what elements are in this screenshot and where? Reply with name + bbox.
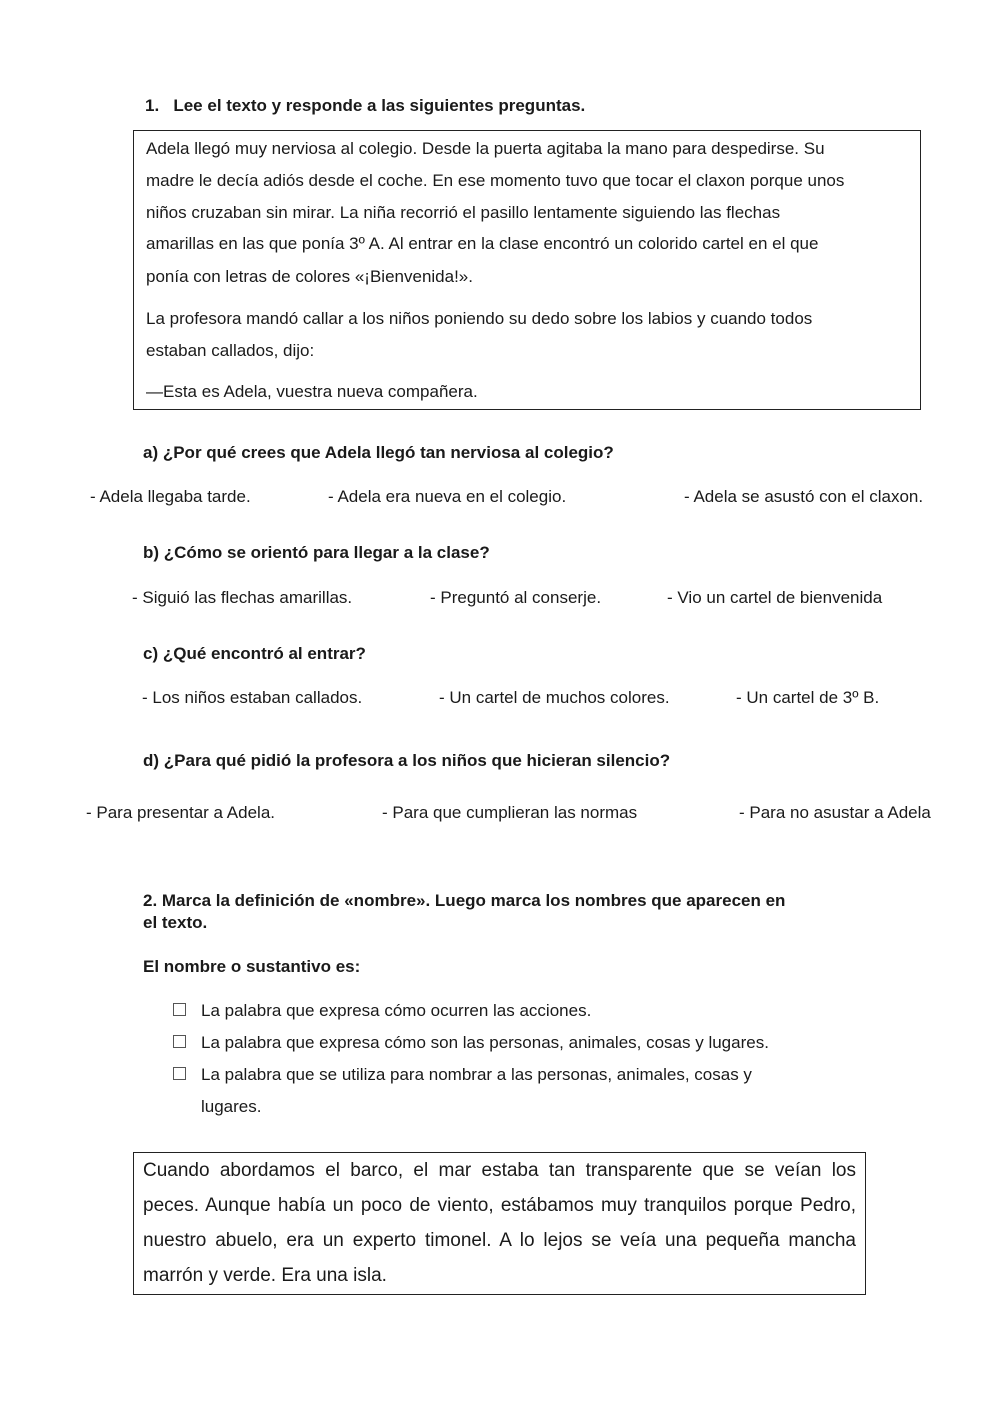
reading-text-line: Adela llegó muy nerviosa al colegio. Desde la puerta agitaba la mano para despedirse. Su — [146, 139, 825, 158]
answer-option-d3[interactable]: - Para no asustar a Adela — [739, 803, 931, 822]
answer-option-a3[interactable]: - Adela se asustó con el claxon. — [684, 487, 924, 506]
answer-option-c2[interactable]: - Un cartel de muchos colores. — [439, 688, 670, 707]
answer-option-b3[interactable]: - Vio un cartel de bienvenida — [667, 588, 883, 607]
nouns-text-paragraph: Cuando abordamos el barco, el mar estaba tan transparente que se veían los peces. Aunque había un poco de viento, estábamos muy tranquilos porque Pedro, nuestro abuelo, era un experto timonel. A lo lejos se veía una pequeña mancha marrón y verde. Era una isla. — [143, 1160, 856, 1286]
reading-text-line: La profesora mandó callar a los niños poniendo su dedo sobre los labios y cuando todos — [146, 309, 813, 328]
definition-option-1[interactable] — [173, 995, 841, 1027]
reading-text-box — [133, 130, 921, 410]
answer-option-c3[interactable]: - Un cartel de 3º B. — [736, 688, 880, 707]
reading-text-line: —Esta es Adela, vuestra nueva compañera. — [146, 382, 478, 401]
question-a: a) ¿Por qué crees que Adela llegó tan nerviosa al colegio? — [143, 443, 614, 462]
question-d: d) ¿Para qué pidió la profesora a los niños que hicieran silencio? — [143, 751, 671, 770]
reading-text-line: amarillas en las que ponía 3º A. Al entrar en la clase encontró un colorido cartel en el que — [146, 234, 819, 253]
answer-option-d1[interactable]: - Para presentar a Adela. — [86, 803, 276, 822]
question-c: c) ¿Qué encontró al entrar? — [143, 644, 366, 663]
reading-text-line: estaban callados, dijo: — [146, 341, 315, 360]
answer-option-c1[interactable]: - Los niños estaban callados. — [142, 688, 363, 707]
reading-text-line: ponía con letras de colores «¡Bienvenida!». — [146, 267, 473, 286]
section-2-title-line-1: 2. Marca la definición de «nombre». Luego marca los nombres que aparecen en — [143, 891, 786, 910]
nouns-text-box — [133, 1152, 866, 1295]
answer-option-d2[interactable]: - Para que cumplieran las normas — [382, 803, 638, 822]
answer-option-a2[interactable]: - Adela era nueva en el colegio. — [328, 487, 567, 506]
section-2-subtitle: El nombre o sustantivo es: — [143, 957, 361, 976]
checkbox-icon[interactable] — [173, 1003, 186, 1016]
definition-option-text: La palabra que expresa cómo son las personas, animales, cosas y lugares. — [201, 1033, 769, 1052]
reading-text-line: niños cruzaban sin mirar. La niña recorrió el pasillo lentamente siguiendo las flechas — [146, 203, 781, 222]
checkbox-icon[interactable] — [173, 1067, 186, 1080]
checkbox-icon[interactable] — [173, 1035, 186, 1048]
answer-option-a1[interactable]: - Adela llegaba tarde. — [90, 487, 251, 506]
definition-option-text: La palabra que expresa cómo ocurren las acciones. — [201, 1001, 592, 1020]
reading-text-line: madre le decía adiós desde el coche. En ese momento tuvo que tocar el claxon porque unos — [146, 171, 845, 190]
definition-option-2[interactable] — [173, 1027, 841, 1059]
definition-option-3[interactable] — [173, 1059, 816, 1123]
answer-option-b1[interactable]: - Siguió las flechas amarillas. — [132, 588, 353, 607]
question-b: b) ¿Cómo se orientó para llegar a la clase? — [143, 543, 490, 562]
section-1-title: 1. Lee el texto y responde a las siguientes preguntas. — [145, 96, 586, 115]
answer-option-b2[interactable]: - Preguntó al conserje. — [430, 588, 602, 607]
definition-option-text: La palabra que se utiliza para nombrar a las personas, animales, cosas y lugares. — [201, 1065, 752, 1116]
section-2-title-line-2: el texto. — [143, 913, 208, 932]
